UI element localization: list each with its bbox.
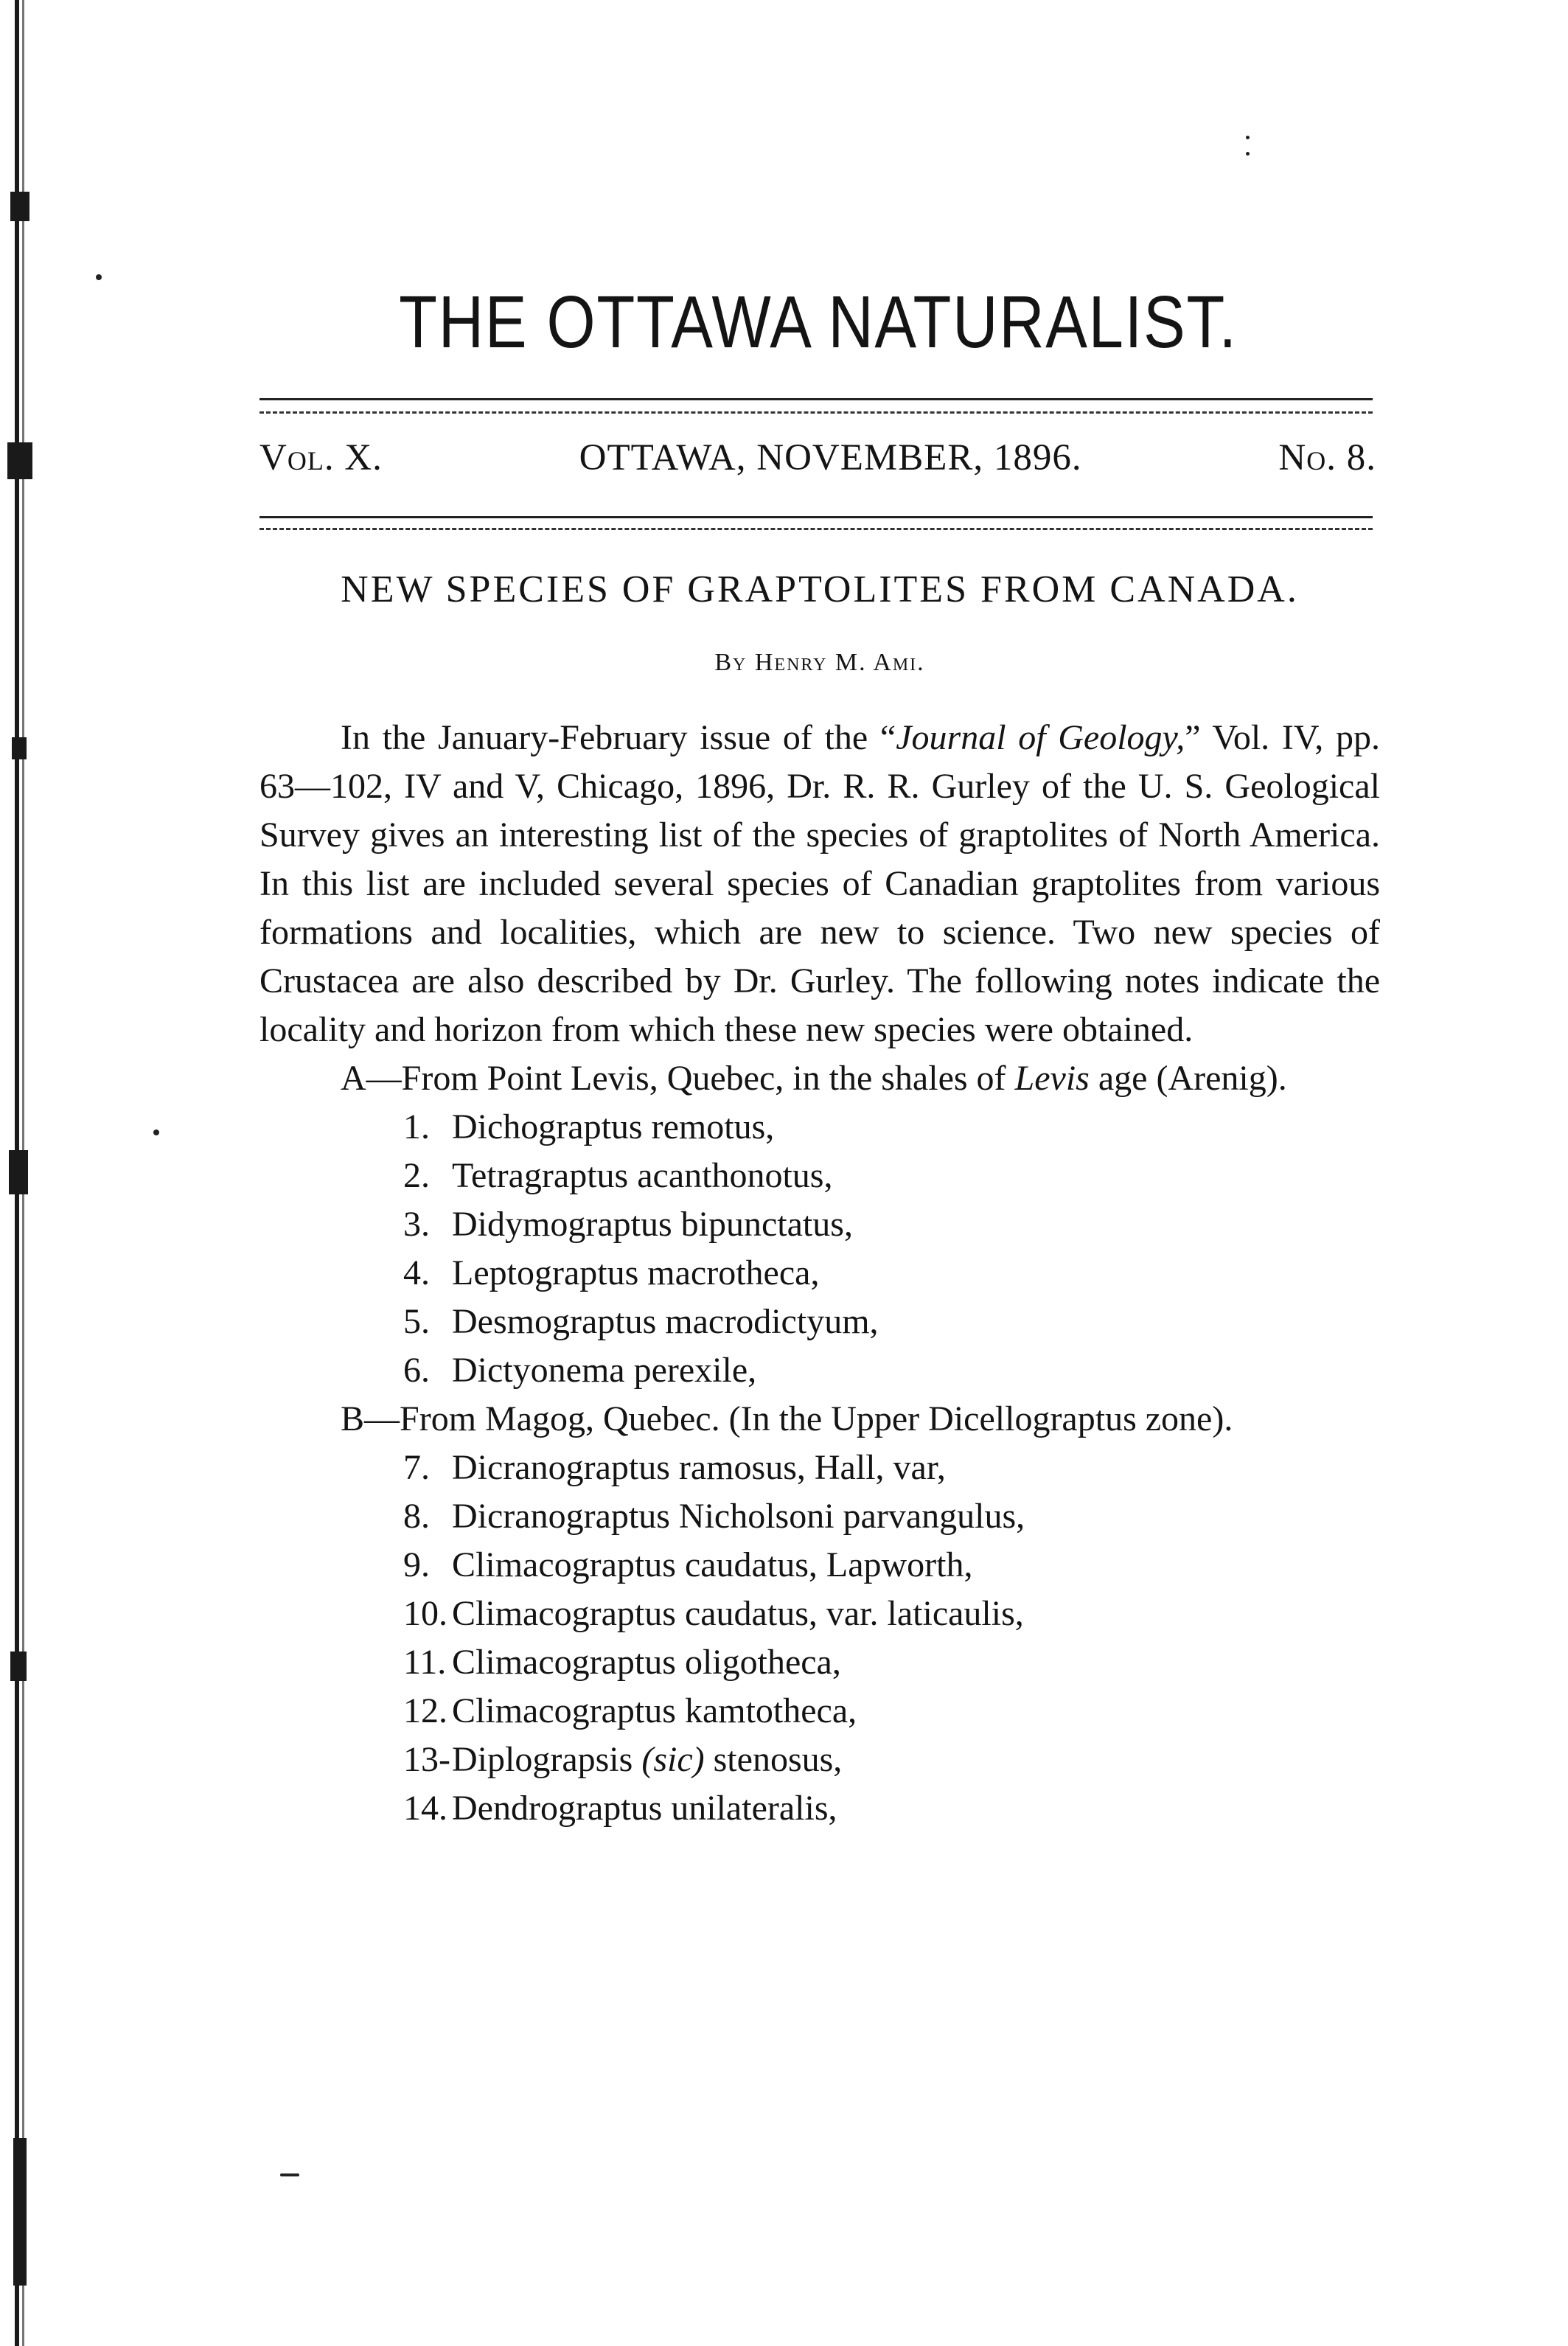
item-number: 5. — [403, 1302, 430, 1341]
issue-place-date: OTTAWA, NOVEMBER, 1896. — [579, 437, 1082, 478]
masthead-rule — [259, 411, 1373, 414]
article-body — [259, 714, 1380, 1833]
issue-line — [259, 436, 1376, 479]
section-a-heading — [259, 1054, 1380, 1103]
species-name: Dictyonema perexile, — [452, 1351, 757, 1390]
list-item — [259, 1492, 1380, 1541]
scan-speck — [280, 2173, 299, 2176]
species-name-start: Diplograpsis — [452, 1740, 642, 1779]
item-number: 14. — [403, 1789, 447, 1828]
journal-name: Journal of Geology, — [896, 718, 1185, 757]
list-item — [259, 1736, 1380, 1784]
article-title: NEW SPECIES OF GRAPTOLITES FROM CANADA. — [341, 568, 1299, 610]
item-number: 13- — [403, 1740, 450, 1779]
scan-binding-edge — [4, 0, 37, 2346]
species-name: Dichograptus remotus, — [452, 1107, 775, 1146]
intro-text-rest: ” Vol. IV, pp. 63—102, IV and V, Chicago, 1896, Dr. R. R. Gurley of the U. S. Geological Survey gives an interesting list of the species of graptolites of North America. In this list are included several species of Canadian graptolites from various formations and localities, which are new to science. Two new species of Crustacea are also described by Dr. Gurley. The following notes indicate the locality and horizon from which these new species were obtained. — [259, 718, 1380, 1049]
scan-speck — [96, 274, 102, 280]
section-a-text: A—From Point Levis, Quebec, in the shales of — [341, 1059, 1015, 1098]
volume-label: Vol. X. — [259, 437, 383, 478]
item-number: 3. — [403, 1205, 430, 1244]
list-item — [259, 1590, 1380, 1638]
item-number: 8. — [403, 1497, 430, 1536]
species-name: Tetragraptus acanthonotus, — [452, 1156, 833, 1195]
item-number: 7. — [403, 1448, 430, 1487]
species-name: Didymograptus bipunctatus, — [452, 1205, 853, 1244]
list-item — [259, 1687, 1380, 1736]
item-number: 6. — [403, 1351, 430, 1390]
species-name: Climacograptus oligotheca, — [452, 1643, 841, 1682]
species-name: Climacograptus kamtotheca, — [452, 1691, 857, 1730]
item-number: 1. — [403, 1107, 430, 1146]
species-name: Leptograptus macrotheca, — [452, 1253, 820, 1292]
list-item — [259, 1638, 1380, 1687]
species-list-b — [259, 1444, 1380, 1833]
list-item — [259, 1103, 1380, 1152]
section-a-italic: Levis — [1014, 1059, 1090, 1098]
issue-rule — [259, 528, 1373, 530]
species-name: Climacograptus caudatus, var. laticaulis, — [452, 1594, 1024, 1633]
item-number: 10. — [403, 1594, 447, 1633]
species-name: Dendrograptus unilateralis, — [452, 1789, 837, 1828]
species-name-end: stenosus, — [704, 1740, 843, 1779]
species-name: Climacograptus caudatus, Lapworth, — [452, 1545, 973, 1584]
list-item — [259, 1444, 1380, 1492]
scan-speck — [1246, 136, 1250, 139]
item-number: 11. — [403, 1643, 447, 1682]
list-item — [259, 1541, 1380, 1590]
list-item — [259, 1346, 1380, 1395]
list-item — [259, 1152, 1380, 1200]
species-name: Dicranograptus Nicholsoni parvangulus, — [452, 1497, 1025, 1536]
item-number: 4. — [403, 1253, 430, 1292]
item-number: 2. — [403, 1156, 430, 1195]
issue-rule — [259, 516, 1373, 518]
masthead-rule — [259, 398, 1373, 400]
item-number: 12. — [403, 1691, 447, 1730]
scan-speck — [1246, 152, 1250, 156]
item-number: 9. — [403, 1545, 430, 1584]
section-a-text-end: age (Arenig). — [1089, 1059, 1287, 1098]
intro-text-start: In the January-February issue of the “ — [341, 718, 896, 757]
species-name: Desmograptus macrodictyum, — [452, 1302, 879, 1341]
list-item — [259, 1200, 1380, 1249]
journal-masthead: THE OTTAWA NATURALIST. — [399, 281, 1238, 363]
article-byline: By Henry M. Ami. — [714, 649, 925, 676]
list-item — [259, 1298, 1380, 1346]
species-name: Dicranograptus ramosus, Hall, var, — [452, 1448, 946, 1487]
list-item — [259, 1249, 1380, 1298]
intro-paragraph — [259, 714, 1380, 1054]
issue-number: No. 8. — [1278, 437, 1376, 478]
scan-speck — [153, 1130, 159, 1135]
section-b-heading: B—From Magog, Quebec. (In the Upper Dicellograptus zone). — [341, 1399, 1233, 1438]
species-list-a — [259, 1103, 1380, 1395]
species-name-sic: (sic) — [641, 1740, 705, 1779]
list-item — [259, 1784, 1380, 1833]
